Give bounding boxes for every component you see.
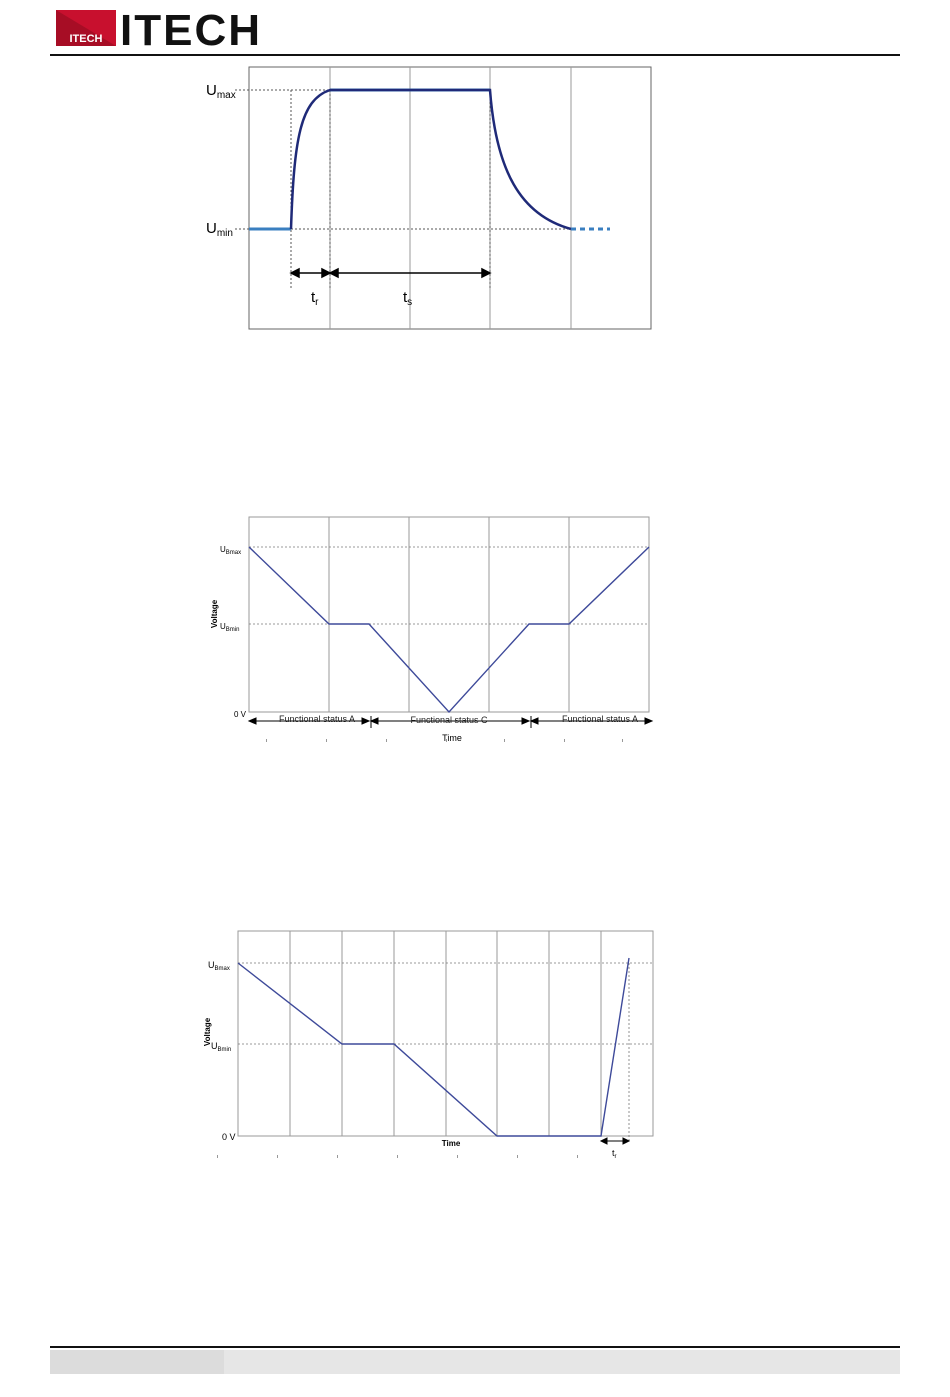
- x-axis-label: Time: [441, 1139, 461, 1148]
- x-axis-label: Time: [442, 733, 462, 743]
- tick-dots: [217, 1155, 578, 1158]
- y-axis-label: Voltage: [203, 1017, 212, 1047]
- status-label-right: Functional status A: [561, 714, 639, 724]
- footer-band: [50, 1350, 900, 1374]
- status-label-left: Functional status A: [278, 714, 356, 724]
- ubmax-label: $U_{Bmax}$: [208, 960, 230, 972]
- functional-status-figure: [200, 510, 670, 750]
- logo-badge-text: ITECH: [69, 33, 103, 45]
- waveform-line: [249, 547, 649, 712]
- waveform-line: [238, 958, 629, 1136]
- ts-label: $t_s$: [403, 289, 413, 308]
- time-arrows: [291, 269, 490, 277]
- zero-volt-label: 0 V: [222, 1132, 236, 1142]
- grid-lines: [290, 931, 601, 1136]
- umax-label: $U_{max}$: [206, 82, 236, 101]
- rise-time-figure: [190, 60, 670, 345]
- waveform-curve: [291, 90, 571, 229]
- grid-lines: [329, 517, 569, 712]
- ubmin-label: $U_{Bmin}$: [211, 1041, 232, 1053]
- itech-logo: [56, 8, 268, 48]
- header-rule: [50, 54, 900, 56]
- reference-lines: [235, 90, 571, 290]
- tr-label: $t_r$: [311, 289, 319, 308]
- discharge-figure: [195, 925, 665, 1165]
- logo-text: ITECH: [120, 8, 262, 48]
- tr-arrow: [601, 1138, 629, 1144]
- zero-volt-label: 0 V: [234, 710, 247, 719]
- status-label-middle: Functional status C: [410, 715, 488, 725]
- tr-label: $t_r$: [612, 1148, 617, 1160]
- umin-label: $U_{min}$: [206, 220, 233, 239]
- footer-rule: [50, 1346, 900, 1348]
- footer-band-cell: [50, 1350, 224, 1374]
- grid-lines: [330, 67, 571, 329]
- ubmax-label: $U_{Bmax}$: [220, 545, 242, 556]
- plot-frame: [249, 517, 649, 712]
- ubmin-label: $U_{Bmin}$: [220, 622, 240, 633]
- reference-lines: [249, 547, 649, 624]
- y-axis-label: Voltage: [210, 599, 219, 629]
